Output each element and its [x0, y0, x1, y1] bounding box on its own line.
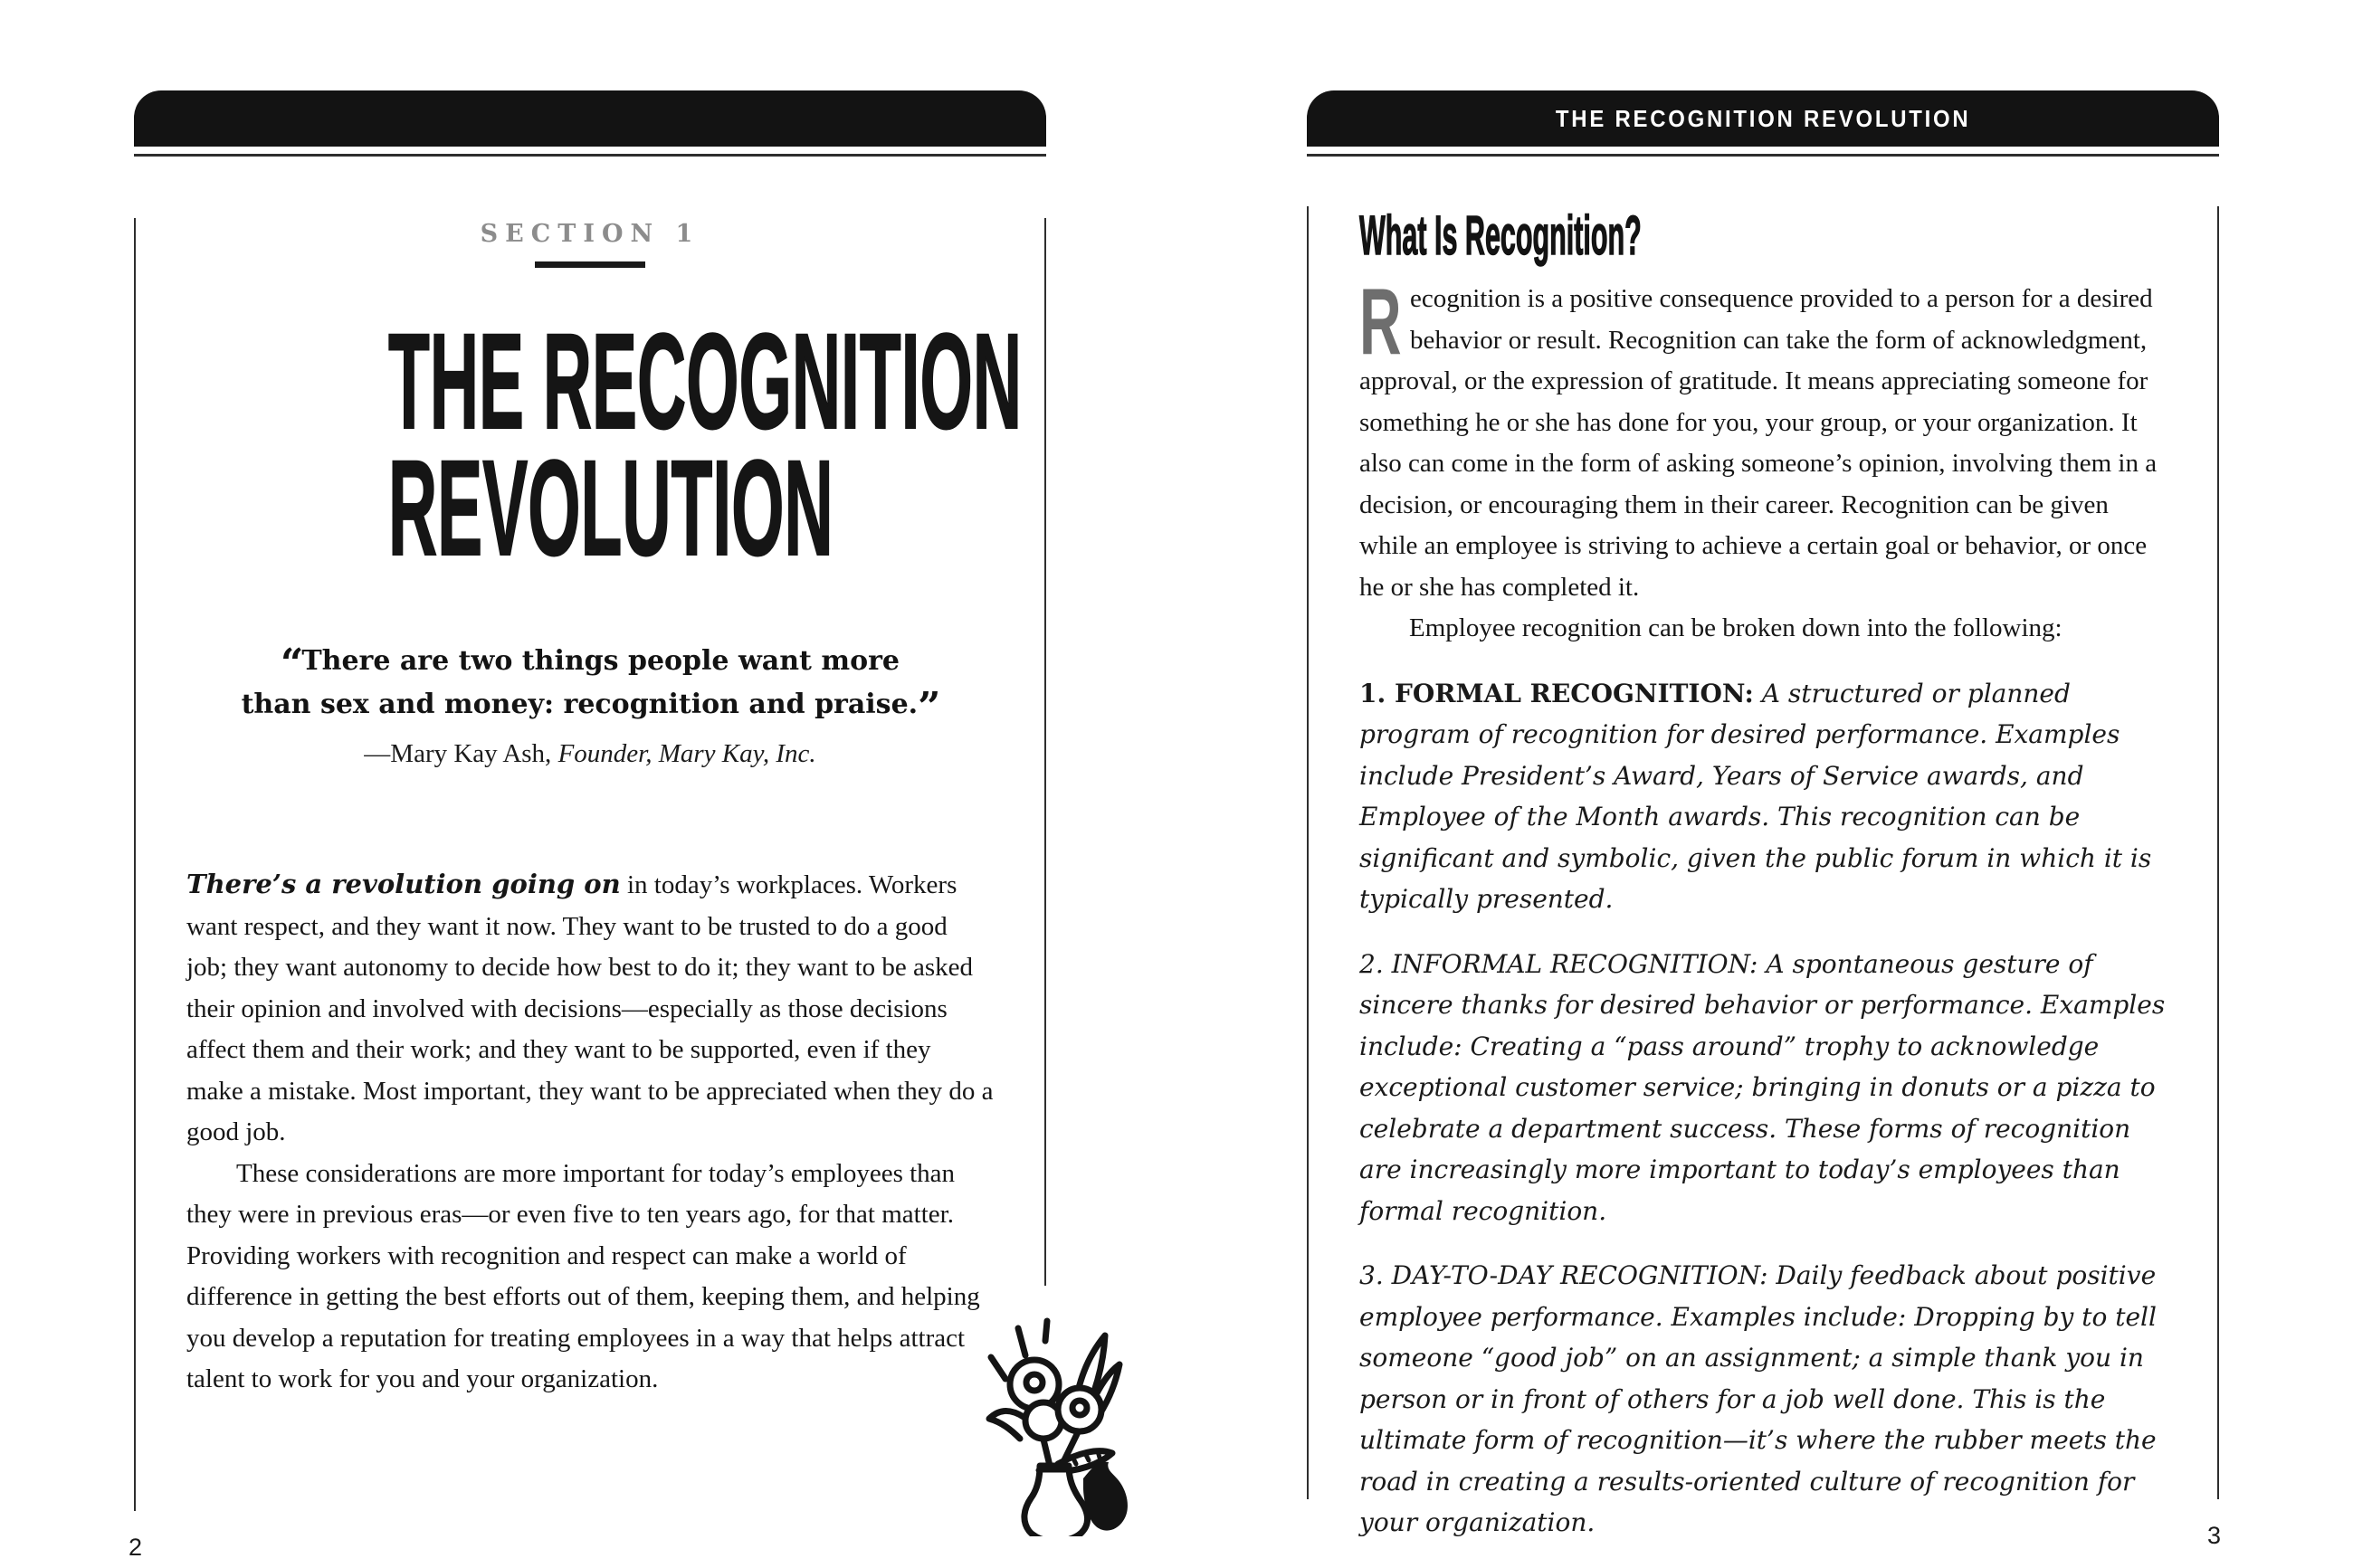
item-label: 2. INFORMAL RECOGNITION:	[1359, 948, 1758, 979]
page-number-left: 2	[129, 1534, 143, 1561]
sparkle-ray	[1018, 1328, 1025, 1355]
recognition-item-informal	[1359, 944, 2167, 1232]
right-page-body	[1307, 204, 2221, 1549]
drop-cap: R	[1359, 270, 1402, 375]
chapter-title-line1: THE RECOGNITION	[388, 305, 1023, 457]
right-paragraph-2: Employee recognition can be broken down into the following:	[1409, 613, 2062, 642]
right-page	[1307, 90, 2221, 1549]
quote-attribution	[186, 734, 994, 774]
left-page-right-border	[1044, 218, 1046, 1286]
left-paragraph-2: These considerations are more important for today’s employees than they were in previous eras—or even five to ten years ago, for that matter. Providing workers with recognition and respect can make a world of difference in getting the best efforts out of them, keeping them, and helping you develop a reputation for treating employees in a way that helps attract talent to work for you and your organization.	[186, 1158, 980, 1393]
pull-quote	[186, 640, 994, 730]
header-gap	[1307, 147, 2219, 154]
left-body-copy	[186, 864, 994, 1401]
item-label: 3. DAY-TO-DAY RECOGNITION:	[1359, 1260, 1768, 1290]
flower-center	[1072, 1401, 1087, 1415]
item-text: A spontaneous gesture of sincere thanks for desired behavior or performance. Examples include: Creating a “pass around” trophy to acknowledge exceptional customer service; bringing in donuts or a pizza to celebrate a department success. These forms of recognition are increasingly more important to today’s employees than formal recognition.	[1359, 948, 2166, 1226]
paragraph-lead-in: There’s a revolution going on	[186, 869, 621, 899]
item-label: 1. FORMAL RECOGNITION:	[1359, 678, 1754, 708]
right-paragraph-1	[1359, 270, 2167, 608]
left-page-left-border	[134, 218, 136, 1511]
recognition-item-day-to-day	[1359, 1255, 2167, 1544]
section-underline	[535, 261, 645, 268]
header-gap	[134, 147, 1046, 154]
sparkle-ray	[1045, 1321, 1047, 1341]
right-body-copy	[1359, 270, 2167, 650]
header-rule	[1307, 154, 2219, 157]
pull-quote-line1	[186, 640, 994, 687]
right-page-right-border	[2217, 206, 2219, 1499]
leaf-vein	[1098, 1451, 1100, 1458]
leaf-left	[989, 1411, 1024, 1439]
right-page-header-bar	[1307, 90, 2219, 147]
chapter-title	[186, 305, 1023, 584]
flower-vase-illustration	[971, 1283, 1134, 1536]
left-page	[129, 90, 1046, 1561]
item-text: Daily feedback about positive employee performance. Examples include: Dropping by to tell someone “good job” on an assignment; a simple thank you in person or in front of others for a job well done. This is the ultimate form of recognition—it’s where the rubber meets the road in creating a results-oriented culture of recognition for your organization.	[1359, 1260, 2157, 1537]
section-label: SECTION 1	[480, 220, 700, 248]
pull-quote-text2: than sex and money: recognition and praise.	[241, 689, 919, 720]
left-paragraph-1	[186, 864, 994, 1154]
recognition-item-formal	[1359, 673, 2167, 920]
open-quote-mark: “	[281, 641, 302, 687]
left-page-header-bar	[134, 90, 1046, 147]
flower-center	[1026, 1374, 1043, 1391]
left-paragraph-1-text: in today’s workplaces. Workers want respect, and they want it now. They want to be trusted to do a good job; they want autonomy to decide how best to do it; they want to be asked their opinion and involved with decisions—especially as those decisions affect them and their work; and they want to be supported, even if they make a mistake. Most important, they want to be appreciated when they do a good job.	[186, 870, 994, 1146]
pull-quote-line2	[186, 683, 994, 730]
pull-quote-text1: There are two things people want more	[301, 645, 900, 677]
left-page-body	[129, 218, 1046, 1561]
right-page-left-border	[1307, 206, 1309, 1499]
sparkle-ray	[991, 1357, 1005, 1379]
chapter-title-line2: REVOLUTION	[388, 432, 834, 584]
quote-attribution-name: —Mary Kay Ash,	[364, 739, 558, 768]
header-rule	[134, 154, 1046, 157]
running-head: THE RECOGNITION REVOLUTION	[1555, 104, 1971, 132]
right-paragraph-1-text: ecognition is a positive consequence provided to a person for a desired behavior or result. Recognition can take the form of acknowledgment, approval, or the expression of gratitude. It means appreciating someone for something he or she has done for you, your group, or your organization. It also can come in the form of asking someone’s opinion, involving them in a decision, or encouraging them in their career. Recognition can be given while an employee is striving to achieve a certain goal or behavior, or once he or she has completed it.	[1359, 284, 2158, 602]
page-number-right: 3	[2206, 1522, 2221, 1549]
section-heading: What Is Recognition?	[1359, 204, 1642, 266]
close-quote-mark: ”	[918, 684, 939, 730]
quote-attribution-title: Founder, Mary Kay, Inc.	[557, 739, 816, 768]
vase-body	[1024, 1466, 1088, 1536]
item-text: A structured or planned program of recognition for desired performance. Examples include President’s Award, Years of Service awards, and Employee of the Month awards. This recognition can be significant and symbolic, given the public forum in which it is typically presented.	[1359, 678, 2152, 914]
